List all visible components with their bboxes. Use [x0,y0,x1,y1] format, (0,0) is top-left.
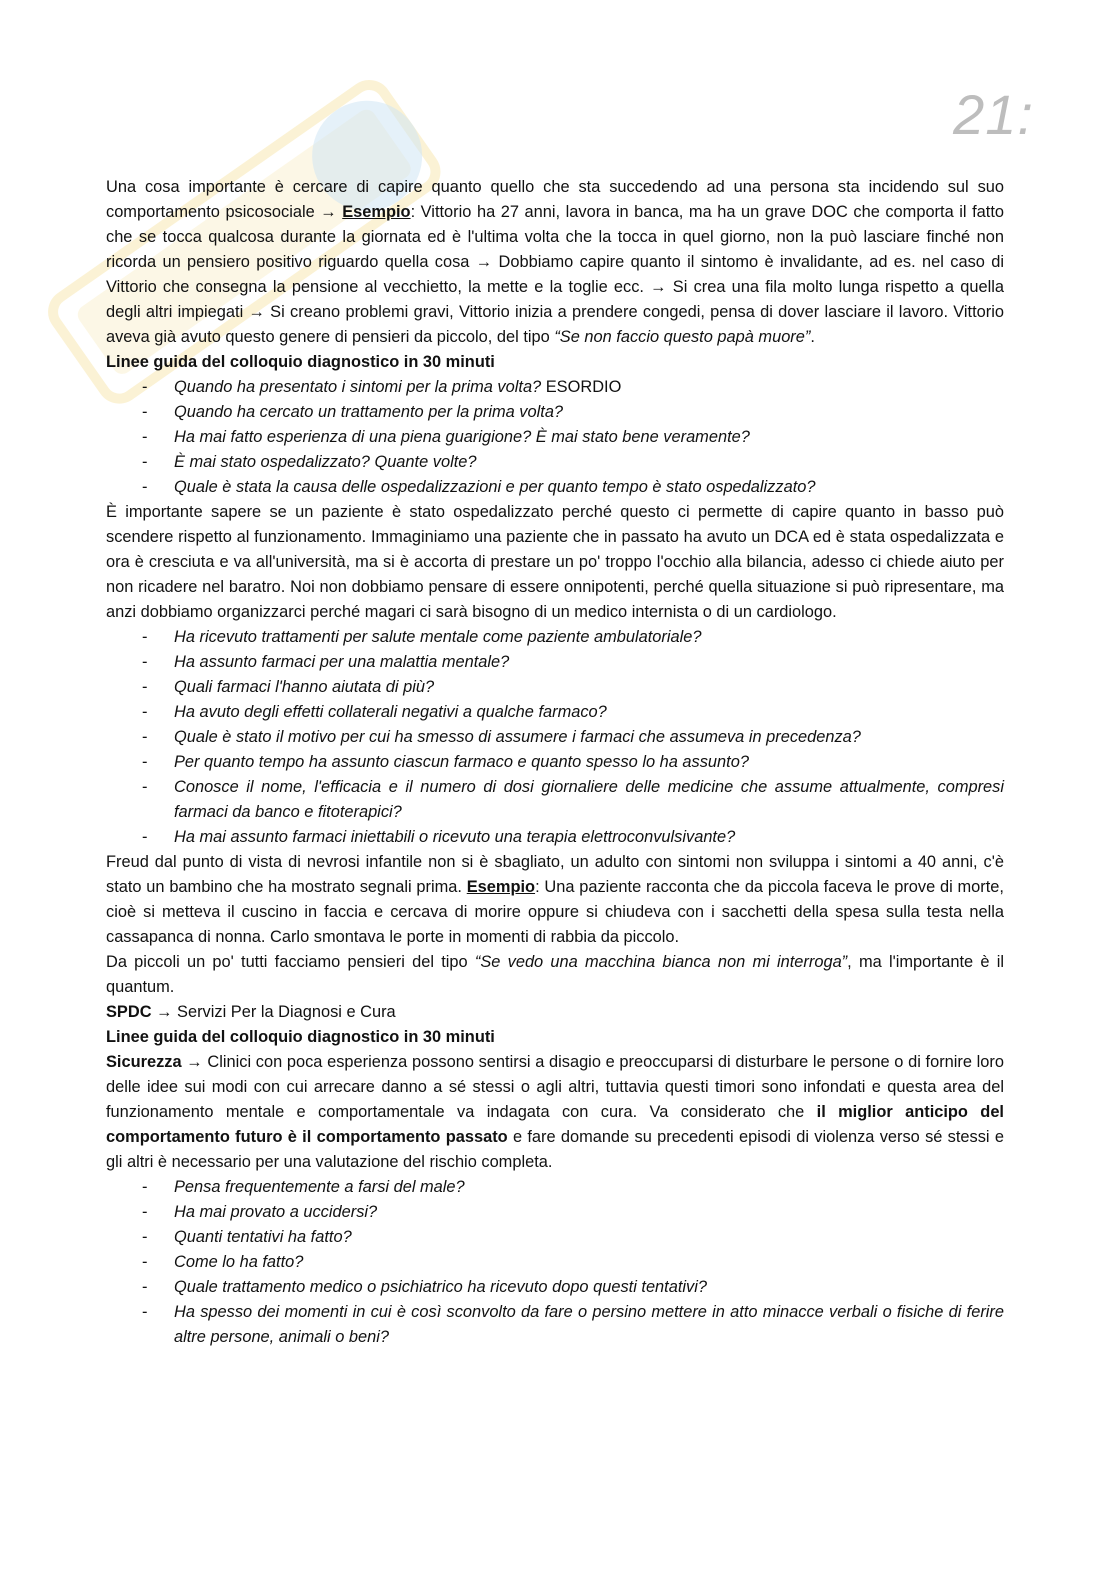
hospitalization-note: È importante sapere se un paziente è stato ospedalizzato perché questo ci permette di capire quanto in basso può scendere rispetto al funzionamento. Immaginiamo una paziente che in passato ha avuto un DCA ed è stata ospedalizzata e ora è cresciuta e va all'università, ma si è accorta di prestare un po' troppo l'occhio alla bilancia, adesso ci chiede aiuto per non ricadere nel baratro. Noi non dobbiamo pensare di essere onnipotenti, perché quella situazione si può ripresentare, ma anzi dobbiamo organizzarci perché magari ci sarà bisogno di un medico internista o di un cardiologo. [106,503,1004,621]
list-item: - Quale trattamento medico o psichiatrico ha ricevuto dopo questi tentativi? [106,1275,1004,1300]
sicurezza-bold: il miglior anticipo del comportamento futuro è il comportamento passato [106,1103,1004,1146]
paragraph-freud [106,850,1004,950]
list-item: - Quali farmaci l'hanno aiutata di più? [106,675,1004,700]
list-item: - Ha avuto degli effetti collaterali negativi a qualche farmaco? [106,700,1004,725]
list-item: - Ha mai assunto farmaci iniettabili o ricevuto una terapia elettroconvulsivante? [106,825,1004,850]
list-item-text: Quando ha presentato i sintomi per la prima volta? [174,378,542,396]
list-item: - Quale è stata la causa delle ospedalizzazioni e per quanto tempo è stato ospedalizzato? [106,475,1004,500]
spdc-label: SPDC [106,1003,152,1021]
section-heading-2: Linee guida del colloquio diagnostico in 30 minuti [106,1028,495,1046]
list-item: - Pensa frequentemente a farsi del male? [106,1175,1004,1200]
list-item: - Ha mai provato a uccidersi? [106,1200,1004,1225]
p1-text-a: Una cosa importante è cercare di capire quanto quello che sta succedendo ad una persona sta incidendo sul suo comportamento psicosociale → [106,178,1004,221]
section-heading-1: Linee guida del colloquio diagnostico in 30 minuti [106,353,495,371]
sicurezza-text-b: e fare domande su precedenti episodi di violenza verso sé stessi e gli altri è necessario per una valutazione del rischio completa. [106,1128,1004,1171]
list-item [106,375,1004,400]
paragraph-sicurezza [106,1050,1004,1175]
list-item: - Come lo ha fatto? [106,1250,1004,1275]
sicurezza-label: Sicurezza [106,1053,182,1071]
list-item: - Quando ha cercato un trattamento per la prima volta? [106,400,1004,425]
paragraph-vittorio [106,175,1004,350]
p1-quote: “Se non faccio questo papà muore” [554,328,811,346]
p1-end: . [810,328,815,346]
spdc-line [106,1000,1004,1025]
esempio-label: Esempio [466,878,536,896]
list-item: - Per quanto tempo ha assunto ciascun farmaco e quanto spesso lo ha assunto? [106,750,1004,775]
question-list-1 [106,375,1004,850]
list-item: - Ha assunto farmaci per una malattia mentale? [106,650,1004,675]
paragraph-quantum [106,950,1004,1000]
question-list-2 [106,1175,1004,1350]
list-item: - Quale è stato il motivo per cui ha smesso di assumere i farmaci che assumeva in precedenza? [106,725,1004,750]
p3-text-a: Da piccoli un po' tutti facciamo pensieri del tipo [106,953,475,971]
list-item: - Ha mai fatto esperienza di una piena guarigione? È mai stato bene veramente? [106,425,1004,450]
list-item: - È mai stato ospedalizzato? Quante volte? [106,450,1004,475]
esempio-label: Esempio [342,203,411,221]
esordio-tag: ESORDIO [541,378,622,396]
list-item: - Ha ricevuto trattamenti per salute mentale come paziente ambulatoriale? [106,625,1004,650]
p2-text-a: Freud dal punto di vista di nevrosi infantile non si è sbagliato, un adulto con sintomi non sviluppa i sintomi a 40 anni, c'è stato un bambino che ha mostrato segnali prima. [106,853,1004,896]
p3-quote: “Se vedo una macchina bianca non mi interroga” [474,953,848,971]
spdc-text: → Servizi Per la Diagnosi e Cura [151,1003,396,1021]
p3-text-b: , ma l'importante è il quantum. [106,953,1005,996]
page-number: 21: [953,83,1034,146]
list-item: - Ha spesso dei momenti in cui è così sconvolto da fare o persino mettere in atto minacce verbali o fisiche di ferire altre persone, animali o beni? [106,1300,1004,1350]
list-item: - Quanti tentativi ha fatto? [106,1225,1004,1250]
document-body [106,175,1004,1350]
list-item: - Conosce il nome, l'efficacia e il numero di dosi giornaliere delle medicine che assume attualmente, compresi farmaci da banco e fitoterapici? [106,775,1004,825]
sicurezza-text-a: → Clinici con poca esperienza possono sentirsi a disagio e preoccuparsi di disturbare le persone o di fornire loro delle idee sui modi con cui arrecare danno a sé stessi o agli altri, tuttavia questi timori sono infondati e questa area del funzionamento mentale e comportamentale va indagata con cura. Va considerato che [106,1053,1004,1121]
p1-text-b: : Vittorio ha 27 anni, lavora in banca, ma ha un grave DOC che comporta il fatto che se tocca qualcosa durante la giornata ed è l'ultima volta che la tocca in quel giorno, non la può lasciare finché non ricorda un pensiero positivo riguardo quella cosa → Dobbiamo capire quanto il sintomo è invalidante, ad es. nel caso di Vittorio che consegna la pensione al vecchietto, la mette e la toglie ecc. → Si crea una fila molto lunga rispetto a quella degli altri impiegati → Si creano problemi gravi, Vittorio inizia a prendere congedi, pensa di dover lasciare il lavoro. Vittorio aveva già avuto questo genere di pensieri da piccolo, del tipo [106,203,1004,346]
p2-text-b: : Una paziente racconta che da piccola faceva le prove di morte, cioè si metteva il cuscino in faccia e cercava di morire oppure si chiudeva con i sacchetti della spesa sulla testa nella cassapanca di nonna. Carlo smontava le porte in momenti di rabbia da piccolo. [106,878,1004,946]
